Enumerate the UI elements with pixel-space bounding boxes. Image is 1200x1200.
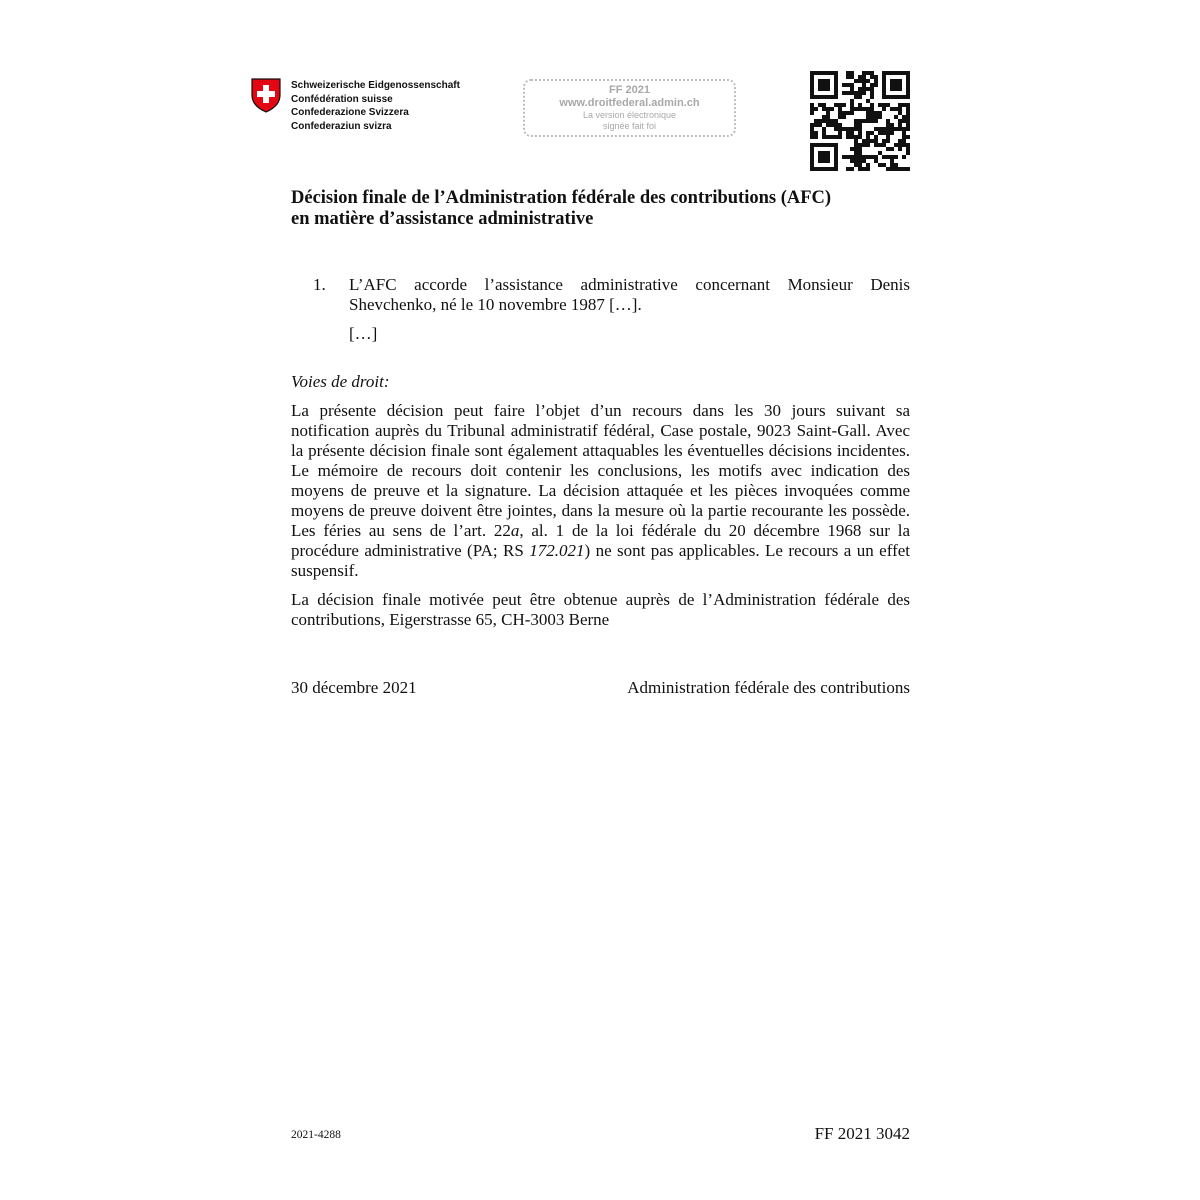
section-heading-voies-de-droit: Voies de droit:: [291, 372, 390, 391]
electronic-version-stamp: [523, 79, 736, 137]
stamp-note-1: La version électronique: [582, 110, 677, 120]
appeal-italic-a: a: [510, 521, 520, 540]
stamp-url: www.droitfederal.admin.ch: [559, 97, 700, 109]
stamp-note-2: signée fait foi: [602, 121, 657, 131]
appeal-italic-rs: 172.021: [529, 541, 585, 560]
stamp-ff-year: FF 2021: [609, 84, 650, 96]
confed-name-rm: Confederaziun svizra: [291, 120, 392, 132]
confederation-names: [291, 79, 460, 133]
swiss-emblem-icon: [250, 77, 282, 113]
confed-name-de: Schweizerische Eidgenossenschaft: [291, 80, 460, 91]
appeal-text-1: La présente décision peut faire l’objet d’un recours dans les 30 jours suivant sa notification auprès du Tribunal administratif fédéral, Case postale, 9023 Saint-Gall. Avec la présente décision finale sont également attaquables les éventuelles décisions incidentes. Le mémoire de recours doit contenir les conclusions, les motifs avec indication des moyens de preuve et la signature. La décision attaquée et les pièces invoquées comme moyens de preuve doivent être jointes, dans la mesure où la partie recourante les possède. Les féries au sens de l’art. 22: [291, 401, 910, 540]
document-reference: 2021-4288: [291, 1129, 341, 1141]
item-text: L’AFC accorde l’assistance administrative concernant Monsieur Denis Shevchenko, né le 10 novembre 1987 […].: [349, 275, 910, 314]
omission-marker: […]: [349, 324, 378, 343]
obtain-decision-paragraph: La décision finale motivée peut être obtenue auprès de l’Administration fédérale des contributions, Eigerstrasse 65, CH-3003 Berne: [291, 590, 910, 629]
qr-code-icon: [810, 71, 910, 171]
federal-gazette-reference: FF 2021 3042: [814, 1124, 910, 1143]
page-title: [291, 188, 911, 230]
title-line-1: Décision finale de l’Administration fédérale des contributions (AFC): [291, 188, 832, 208]
appeal-paragraph: [291, 401, 910, 581]
issuing-authority: Administration fédérale des contributions: [627, 678, 910, 697]
decision-item-1: [313, 275, 910, 315]
confed-name-it: Confederazione Svizzera: [291, 107, 409, 118]
confed-name-fr: Confédération suisse: [291, 93, 393, 105]
item-number: 1.: [313, 275, 326, 294]
title-line-2: en matière d’assistance administrative: [291, 209, 594, 229]
appeal-text-3: ) ne sont pas applicables. Le recours a un effet suspensif.: [291, 541, 910, 580]
appeal-text-2: , al. 1 de la loi fédérale du 20 décembre 1968 sur la procédure administrative (PA; RS: [291, 521, 910, 560]
decision-date: 30 décembre 2021: [291, 678, 417, 697]
